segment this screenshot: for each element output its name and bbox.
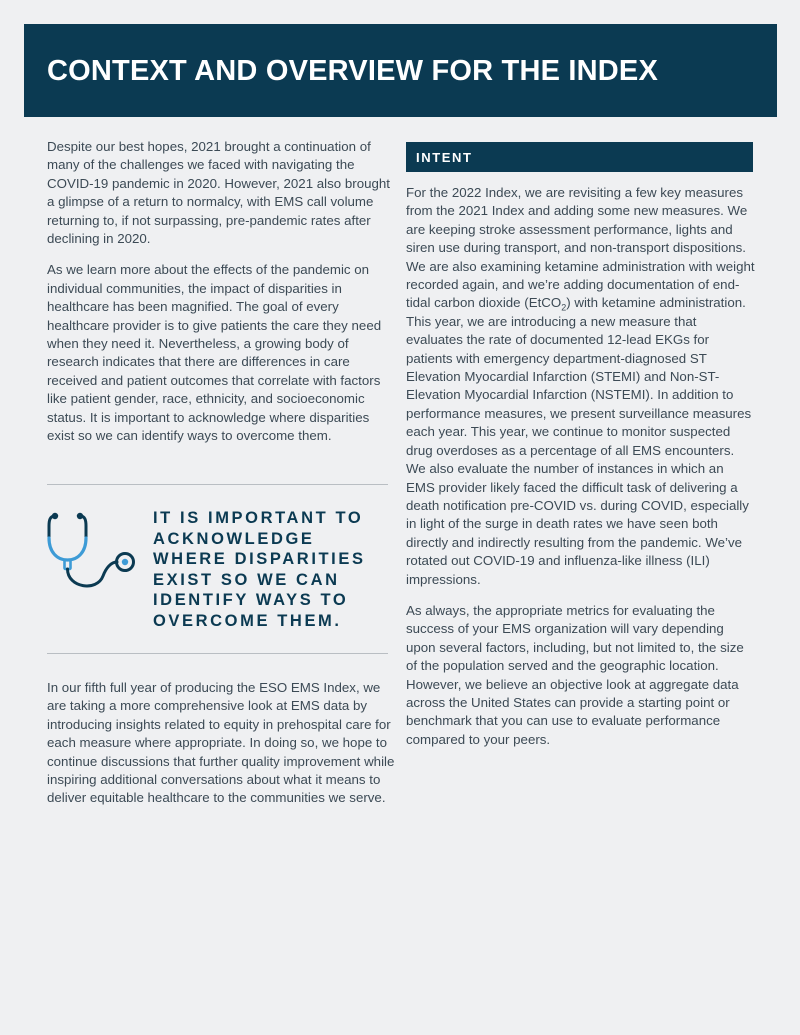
- intent-label: INTENT: [416, 150, 473, 165]
- right-paragraph-1: [406, 184, 756, 589]
- co2-subscript: 2: [561, 303, 567, 314]
- intent-section-header: [406, 142, 753, 172]
- right-column: [406, 184, 756, 762]
- stethoscope-icon: [47, 510, 139, 590]
- right-paragraph-1-part-b: ) with ketamine administration. This year, we are introducing a new measure that evaluates the rate of documented 12-lead EKGs for patients with emergency department-diagnosed ST Elevation Myocardial Infarction (STEMI) and Non-ST-Elevation Myocardial Infarction (NSTEMI). In addition to performance measures, we present surveillance measures each year. This year, we continue to monitor suspected drug overdoses as a percentage of all EMS encounters. We also evaluate the number of instances in which an EMS provider likely faced the difficult task of delivering a death notification pre-COVID vs. during COVID, especially in light of the surge in death rates we have seen both directly and indirectly resulting from the pandemic. We’ve rotated out COVID-19 and influenza-like illness (ILI) impressions.: [406, 295, 752, 587]
- callout-top-divider: [47, 484, 388, 485]
- page-title: CONTEXT AND OVERVIEW FOR THE INDEX: [47, 55, 659, 87]
- callout-bottom-divider: [47, 653, 388, 654]
- right-paragraph-2: As always, the appropriate metrics for evaluating the success of your EMS organization will vary depending upon several factors, including, but not limited to, the size of the population served and the geographic location. However, we believe an objective look at aggregate data across the United States can provide a starting point or benchmark that you can use to evaluate performance compared to your peers.: [406, 602, 744, 747]
- header-banner: [24, 24, 777, 117]
- left-column-lower: [47, 679, 395, 821]
- right-paragraph-1-part-a: For the 2022 Index, we are revisiting a few key measures from the 2021 Index and adding some new measures. We are keeping stroke assessment performance, lights and siren use during transport, and non-transport dispositions. We are also examining ketamine administration with weight recorded again, and we’re adding documentation of end-tidal carbon dioxide (EtCO: [406, 185, 755, 311]
- left-paragraph-3: In our fifth full year of producing the ESO EMS Index, we are taking a more comprehensive look at EMS data by introducing insights related to equity in prehospital care for each measure where appropriate. In doing so, we hope to continue discussions that further quality improvement while inspiring additional conversations about what it means to deliver equitable healthcare to the communities we serve.: [47, 680, 395, 806]
- left-paragraph-2: As we learn more about the effects of the pandemic on individual communities, the impact of disparities in healthcare has been magnified. The goal of every healthcare provider is to give patients the care they need when they need it. Nevertheless, a growing body of research indicates that there are differences in care received and patient outcomes that correlate with factors like patient gender, race, ethnicity, and socioeconomic status. It is important to acknowledge where disparities exist so we can identify ways to overcome them.: [47, 262, 382, 444]
- callout-quote: IT IS IMPORTANT TO ACKNOWLEDGE WHERE DISPARITIES EXIST SO WE CAN IDENTIFY WAYS TO OVERCOME THEM.: [153, 509, 366, 630]
- left-column: [47, 138, 395, 459]
- left-paragraph-1: Despite our best hopes, 2021 brought a continuation of many of the challenges we faced with navigating the COVID-19 pandemic in 2020. However, 2021 also brought a glimpse of a return to normalcy, with EMS call volume returning to, if not surpassing, pre-pandemic rates after declining in 2020.: [47, 139, 390, 247]
- callout-box: [47, 505, 388, 640]
